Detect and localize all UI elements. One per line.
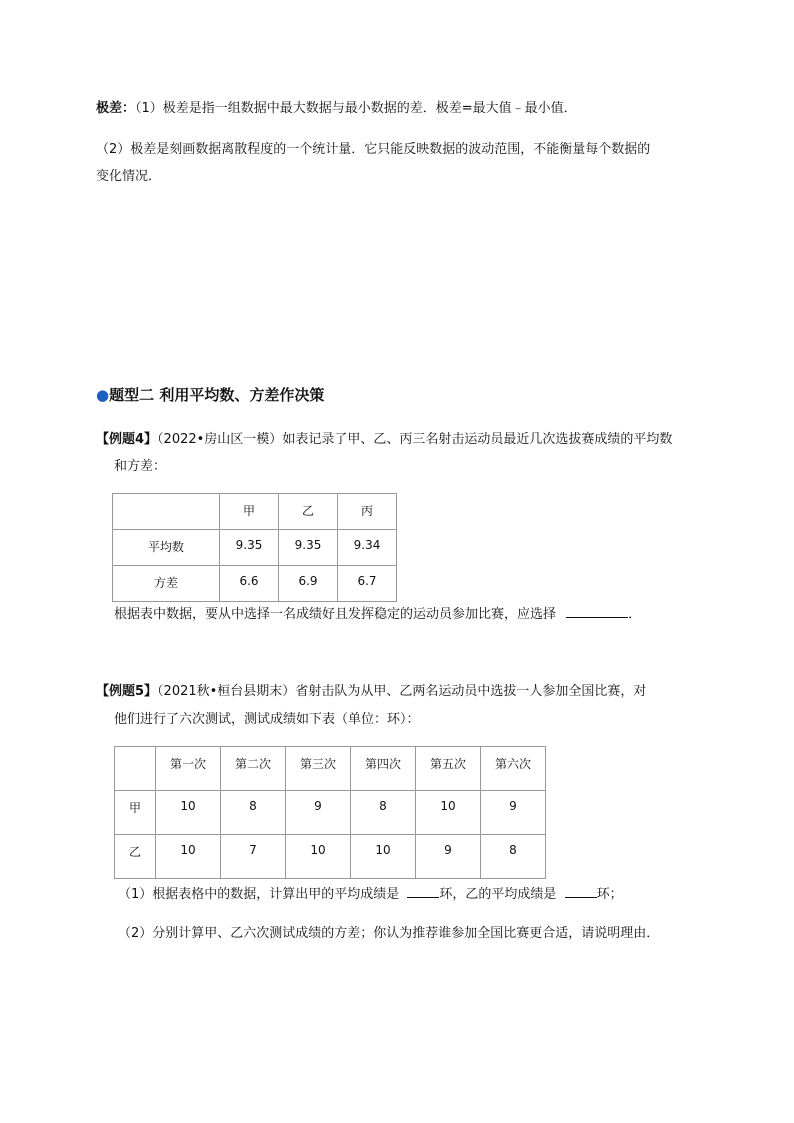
example4-text: 如表记录了甲、乙、丙三名射击运动员最近几次选拔赛成绩的平均数 <box>282 432 673 447</box>
table-cell: 6.7 <box>338 566 397 602</box>
table-header: 甲 <box>220 494 279 530</box>
example5-source: （2021秋•桓台县期末） <box>157 684 296 699</box>
example4-source: （2022•房山区一模） <box>157 432 283 447</box>
table-row <box>115 791 546 835</box>
table-cell: 9.35 <box>220 530 279 566</box>
table-header: 第三次 <box>286 747 351 791</box>
table-header: 第一次 <box>156 747 221 791</box>
table-cell <box>113 494 220 530</box>
example5-tag: 【例题5】 <box>96 684 158 699</box>
table-cell <box>115 747 156 791</box>
question1-text-a: （1）根据表格中的数据，计算出甲的平均成绩是 <box>118 887 400 902</box>
table-cell: 10 <box>286 835 351 879</box>
table-cell: 10 <box>156 791 221 835</box>
table-row-label: 方差 <box>113 566 220 602</box>
example5-question2: （2）分别计算甲、乙六次测试成绩的方差；你认为推荐谁参加全国比赛更合适，请说明理由． <box>118 926 660 941</box>
bullet-icon: ● <box>96 386 110 404</box>
section-heading <box>96 384 324 405</box>
example4-tag: 【例题4】 <box>96 432 158 447</box>
range-point2-line1: （2）极差是刻画数据离散程度的一个统计量．它只能反映数据的波动范围，不能衡量每个数据的 <box>96 142 651 157</box>
question-text: 根据表中数据，要从中选择一名成绩好且发挥稳定的运动员参加比赛，应选择 <box>114 607 557 622</box>
table-row <box>113 566 397 602</box>
example4-question <box>114 603 641 622</box>
table-cell: 6.9 <box>279 566 338 602</box>
table-header: 第五次 <box>416 747 481 791</box>
example5-text: 省射击队为从甲、乙两名运动员中选拔一人参加全国比赛，对 <box>295 684 647 699</box>
answer-blank-yi[interactable] <box>565 885 597 898</box>
answer-blank-jia[interactable] <box>407 885 439 898</box>
table-cell: 8 <box>481 835 546 879</box>
example5-question1 <box>118 883 623 902</box>
table-cell: 9 <box>286 791 351 835</box>
example4-table <box>112 493 397 602</box>
section-title: 题型二 利用平均数、方差作决策 <box>109 386 325 404</box>
answer-blank[interactable] <box>566 605 628 618</box>
table-header: 第四次 <box>351 747 416 791</box>
example4-line2: 和方差： <box>114 459 167 474</box>
table-header: 丙 <box>338 494 397 530</box>
range-definition-line1 <box>96 97 577 116</box>
table-cell: 7 <box>221 835 286 879</box>
table-header: 乙 <box>279 494 338 530</box>
question1-text-b: 环，乙的平均成绩是 <box>439 887 557 902</box>
example5-line1 <box>96 680 646 699</box>
table-header: 第二次 <box>221 747 286 791</box>
table-cell: 10 <box>351 835 416 879</box>
table-row-label: 甲 <box>115 791 156 835</box>
table-header: 第六次 <box>481 747 546 791</box>
table-row-label: 平均数 <box>113 530 220 566</box>
table-cell: 10 <box>416 791 481 835</box>
table-row <box>115 747 546 791</box>
table-row <box>113 530 397 566</box>
range-point2-line2: 变化情况． <box>96 169 162 184</box>
table-cell: 9 <box>481 791 546 835</box>
range-point1: （1）极差是指一组数据中最大数据与最小数据的差．极差=最大值﹣最小值． <box>135 101 577 116</box>
range-label: 极差： <box>96 101 136 116</box>
example4-line1 <box>96 428 672 447</box>
table-row <box>115 835 546 879</box>
question1-text-c: 环； <box>596 887 623 902</box>
table-row-label: 乙 <box>115 835 156 879</box>
example5-table <box>114 746 546 879</box>
question-end: ． <box>628 607 642 622</box>
table-row <box>113 494 397 530</box>
table-cell: 9.34 <box>338 530 397 566</box>
table-cell: 6.6 <box>220 566 279 602</box>
table-cell: 9 <box>416 835 481 879</box>
table-cell: 10 <box>156 835 221 879</box>
table-cell: 8 <box>351 791 416 835</box>
example5-line2: 他们进行了六次测试，测试成绩如下表（单位：环）： <box>114 712 420 727</box>
table-cell: 8 <box>221 791 286 835</box>
table-cell: 9.35 <box>279 530 338 566</box>
